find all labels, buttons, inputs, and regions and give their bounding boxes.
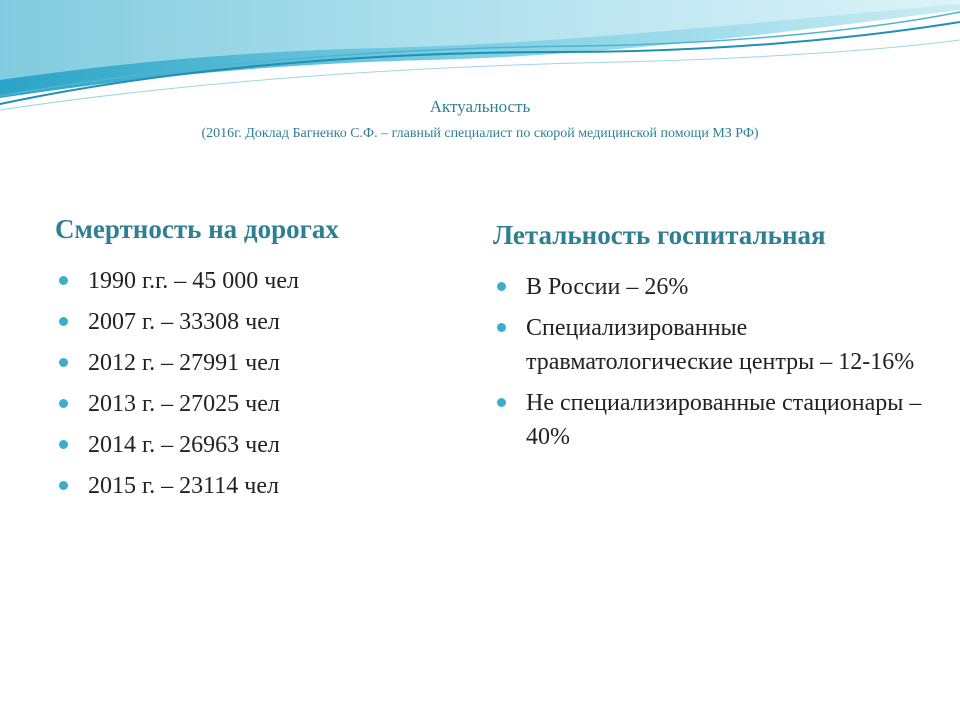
list-item	[55, 469, 455, 503]
list-item	[55, 387, 455, 421]
slide-title: Актуальность	[429, 97, 531, 116]
list-item	[493, 386, 923, 454]
list-item-text: 2014 г. – 26963 чел	[88, 432, 280, 458]
slide-subtitle: (2016г. Доклад Багненко С.Ф. – главный специалист по скорой медицинской помощи МЗ РФ)	[201, 126, 759, 141]
list-item	[55, 346, 455, 380]
right-bullet-list	[493, 270, 923, 454]
bullet-dot-icon	[497, 398, 506, 407]
bullet-dot-icon	[59, 399, 68, 408]
bullet-dot-icon	[59, 358, 68, 367]
list-item	[55, 305, 455, 339]
bullet-dot-icon	[497, 323, 506, 332]
list-item-text: 1990 г.г. – 45 000 чел	[88, 268, 299, 294]
title-block	[0, 96, 960, 144]
left-column	[55, 212, 455, 510]
list-item	[493, 270, 923, 304]
list-item-text: 2015 г. – 23114 чел	[88, 473, 279, 499]
list-item-text: Не специализированные стационары – 40%	[526, 390, 922, 450]
list-item-text: В России – 26%	[526, 274, 689, 300]
bullet-dot-icon	[59, 317, 68, 326]
left-column-heading: Смертность на дорогах	[55, 214, 339, 244]
right-column	[493, 212, 923, 461]
bullet-dot-icon	[497, 282, 506, 291]
bullet-dot-icon	[59, 481, 68, 490]
list-item	[55, 428, 455, 462]
right-column-heading: Летальность госпитальная	[493, 220, 826, 250]
left-bullet-list	[55, 264, 455, 503]
list-item	[55, 264, 455, 298]
list-item-text: 2007 г. – 33308 чел	[88, 309, 280, 335]
list-item	[493, 311, 923, 379]
bullet-dot-icon	[59, 440, 68, 449]
list-item-text: 2013 г. – 27025 чел	[88, 391, 280, 417]
list-item-text: Специализированные травматологические центры – 12-16%	[526, 315, 915, 375]
bullet-dot-icon	[59, 276, 68, 285]
list-item-text: 2012 г. – 27991 чел	[88, 350, 280, 376]
